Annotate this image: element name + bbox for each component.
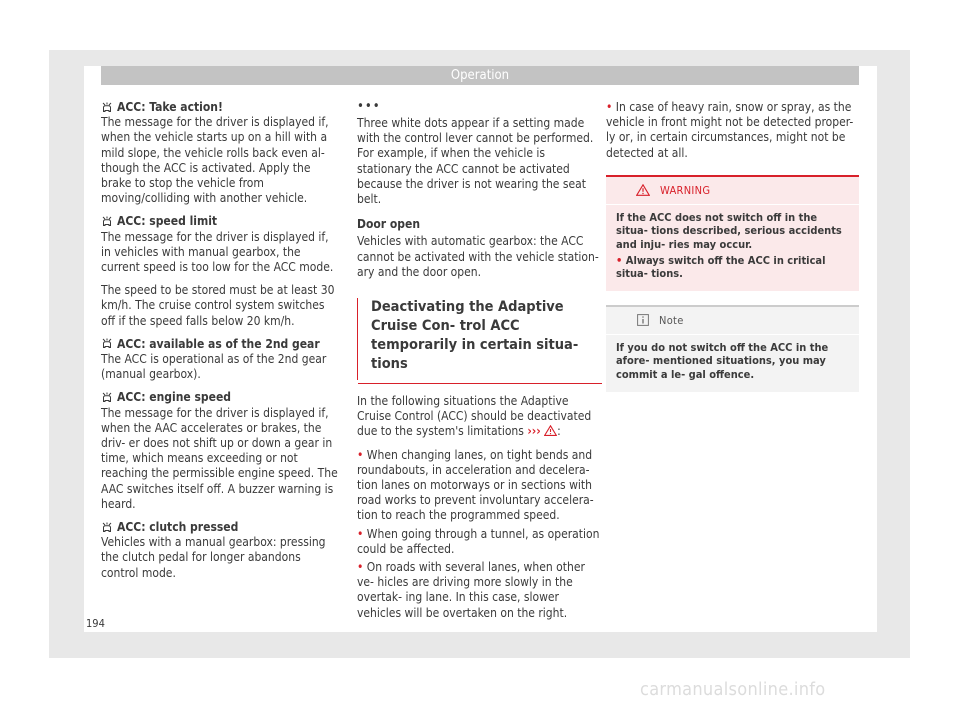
message-text: The message for the driver is displayed if, when the vehicle starts up on a hill with a mild slope, the vehicle rolls back even al- though the ACC is activated. Apply the brake to stop the vehicle from moving/colliding with another vehicle. [101,115,329,206]
note-title: Note [606,307,859,335]
message-heading: ACC: engine speed [101,390,341,405]
door-open-heading: Door open [357,217,421,232]
bullet-icon: • [357,526,367,541]
note-box [606,305,859,392]
door-open-text: Vehicles with automatic gearbox: the ACC cannot be activated with the vehicle station- ary and the door open. [357,234,599,279]
column-3 [606,100,859,392]
list-item: • When changing lanes, on tight bends and roundabouts, in acceleration and decelera- tion lanes on motorways or in sections with road works to prevent involuntary accelera- tion to reach the programmed speed. [357,447,594,523]
page-number: 194 [86,617,105,630]
section-header: Operation [101,66,859,85]
message-heading: ACC: Take action! [101,100,341,115]
three-dots-symbol: ••• [357,99,381,114]
note-body: If you do not switch off the ACC in the afore- mentioned situations, you may commit a le- gal offence. [616,340,829,381]
column-1 [101,100,341,589]
message-text: The ACC is operational as of the 2nd gear (manual gearbox). [101,352,327,382]
reference-arrows[interactable]: ››› [527,424,541,439]
acc-car-symbol-icon [101,522,113,534]
message-heading: ACC: available as of the 2nd gear [101,337,341,352]
list-item: • When going through a tunnel, as operation could be affected. [357,526,600,556]
column-2 [357,100,600,624]
section-title: Deactivating the Adaptive Cruise Con- trol ACC temporarily in certain situa- tions [357,298,600,380]
acc-car-symbol-icon [101,392,113,404]
warning-body: If the ACC does not switch off in the situa- tions described, serious accidents and inju- ries may occur. • Always switch off the ACC in critical situa- tions. [606,205,859,291]
message-heading: ACC: clutch pressed [101,520,341,535]
dots-text: Three white dots appear if a setting made with the control lever cannot be performed. For example, if when the vehicle is stationary the ACC cannot be activated because the driver is not wearing the seat belt. [357,116,594,207]
warning-box [606,175,859,291]
message-text: Vehicles with a manual gearbox: pressing the clutch pedal for longer abandons control mode. [101,535,326,580]
list-item: • On roads with several lanes, when other ve- hicles are driving more slowly in the overtak- ing lane. In this case, slower vehicles will be overtaken on the right. [357,560,585,620]
warning-triangle-icon [544,425,557,436]
bullet-icon: • [357,560,367,575]
warning-title: WARNING [606,177,859,205]
watermark: carmanualsonline.info [640,679,826,700]
acc-car-symbol-icon [101,216,113,228]
info-note-icon [637,314,649,326]
warning-triangle-icon [636,184,650,196]
message-heading: ACC: speed limit [101,214,341,229]
bullet-icon: • [616,253,626,267]
acc-car-symbol-icon [101,102,113,114]
acc-car-symbol-icon [101,338,113,350]
bullet-icon: • [606,100,616,114]
message-text: The message for the driver is displayed if, when the AAC accelerates or brakes, the driv- er does not shift up or down a gear in time, which means exceeding or not reaching the permissible engine speed. The AAC switches itself off. A buzzer warning is heard. [101,405,338,511]
message-text: The message for the driver is displayed if, in vehicles with manual gearbox, the current speed is too low for the ACC mode. [101,229,334,275]
list-item: • In case of heavy rain, snow or spray, as the vehicle in front might not be detected proper- ly or, in certain circumstances, might not be detected at all. [606,100,854,160]
list-item: • Always switch off the ACC in critical situa- tions. [616,253,826,281]
bullet-icon: • [357,447,367,462]
message-text: The speed to be stored must be at least 30 km/h. The cruise control system switches off if the speed falls below 20 km/h. [101,283,335,328]
intro-text: In the following situations the Adaptive Cruise Control (ACC) should be deactivated due to the system's limitations ››› : [357,394,592,439]
